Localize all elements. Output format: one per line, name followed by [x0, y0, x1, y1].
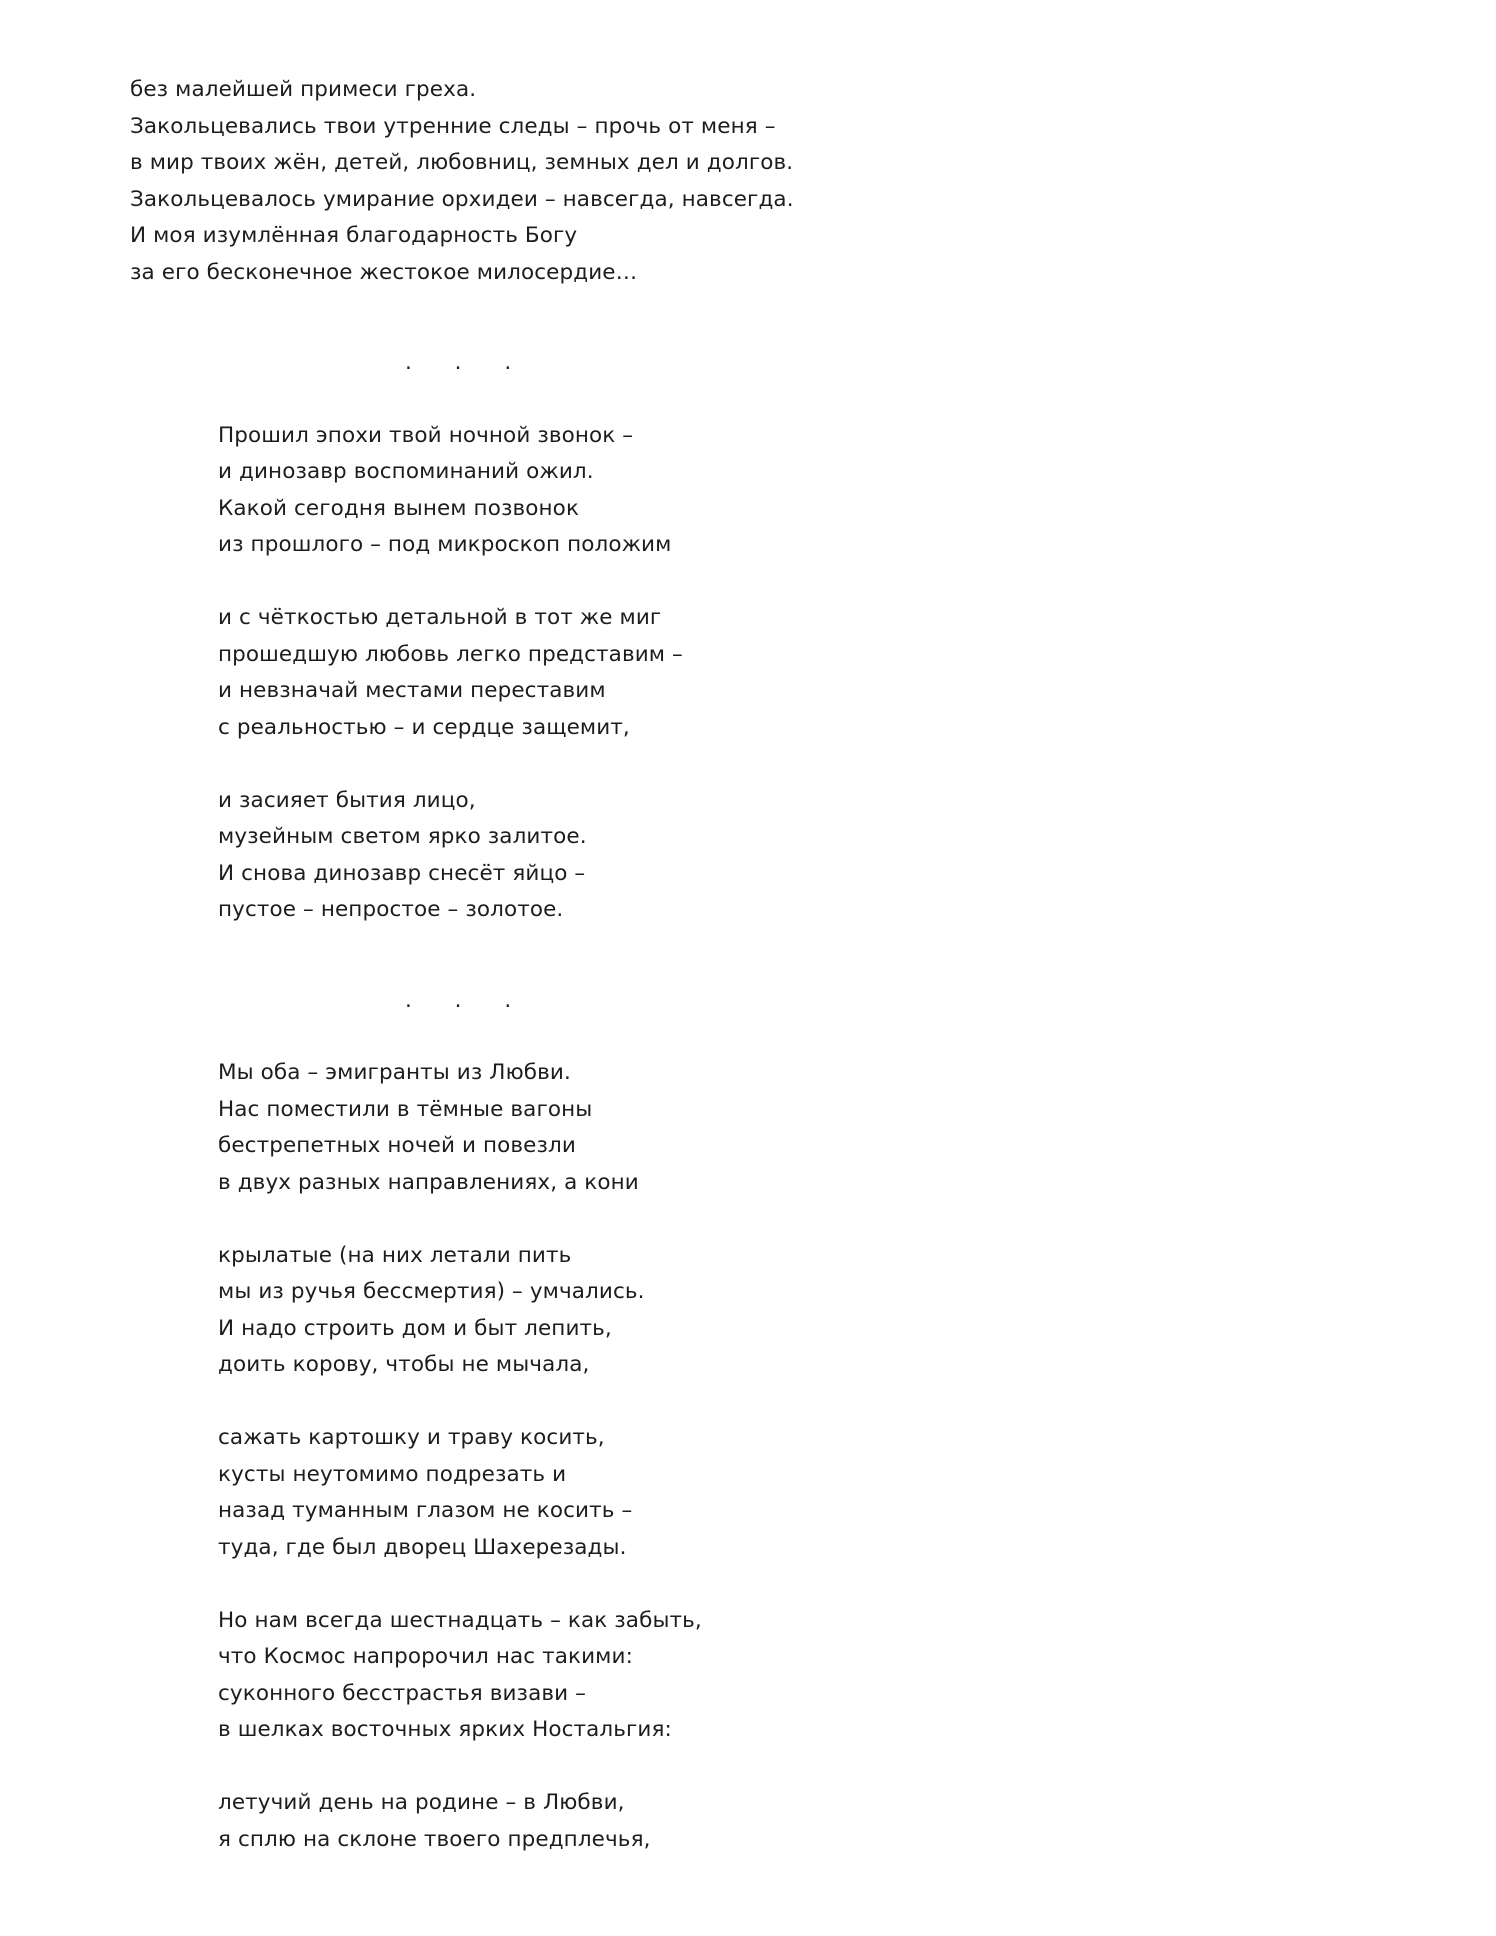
spacer: [218, 1566, 1366, 1603]
text-line: с реальностью – и сердце защемит,: [218, 714, 630, 740]
poem-1: [218, 418, 1366, 929]
spacer: [218, 1749, 1366, 1786]
text-line: и динозавр воспоминаний ожил.: [218, 459, 594, 484]
spacer: [130, 382, 1366, 418]
text-line: крылатые (на них летали пить: [218, 1242, 572, 1268]
spacer: [218, 1201, 1366, 1238]
spacer: [218, 1384, 1366, 1421]
text-line: прошедшую любовь легко представим –: [218, 641, 683, 667]
stanza: [218, 418, 1366, 564]
text-line: туда, где был дворец Шахерезады.: [218, 1534, 627, 1560]
text-line: и засияет бытия лицо,: [218, 787, 476, 813]
text-line: в двух разных направлениях, а кони: [218, 1169, 639, 1195]
section-separator-1: . . .: [405, 350, 530, 375]
text-line: Прошил эпохи твой ночной звонок –: [218, 422, 634, 448]
text-line: И снова динозавр снесёт яйцо –: [218, 860, 586, 886]
text-line: пустое – непростое – золотое.: [218, 897, 564, 922]
text-line: и с чёткостью детальной в тот же миг: [218, 605, 662, 630]
text-line: Мы оба – эмигранты из Любви.: [218, 1060, 571, 1085]
stanza: [218, 1055, 1366, 1201]
text-line: сажать картошку и траву косить,: [218, 1425, 605, 1450]
poem-2: [218, 1055, 1366, 1858]
stanza: [218, 783, 1366, 929]
opening-block: [130, 72, 1366, 291]
text-line: назад туманным глазом не косить –: [218, 1498, 633, 1523]
text-line: за его бесконечное жестокое милосердие…: [130, 259, 638, 285]
text-line: И надо строить дом и быт лепить,: [218, 1315, 612, 1341]
text-line: из прошлого – под микроскоп положим: [218, 532, 672, 557]
text-line: летучий день на родине – в Любви,: [218, 1790, 625, 1815]
text-line: И моя изумлённая благодарность Богу: [130, 223, 578, 248]
text-line: без малейшей примеси греха.: [130, 77, 477, 102]
spacer: [130, 1019, 1366, 1055]
stanza: [218, 1603, 1366, 1749]
stanza: [218, 1785, 1366, 1858]
text-line: мы из ручья бессмертия) – умчались.: [218, 1279, 645, 1304]
stanza: [218, 1420, 1366, 1566]
text-line: в шелках восточных ярких Ностальгия:: [218, 1717, 672, 1742]
section-separator-2: . . .: [405, 987, 530, 1013]
spacer: [130, 929, 1366, 983]
text-line: в мир твоих жён, детей, любовниц, земных дел и долгов.: [130, 150, 794, 175]
text-line: музейным светом ярко залитое.: [218, 824, 587, 849]
text-line: я сплю на склоне твоего предплечья,: [218, 1826, 651, 1852]
text-line: Закольцевались твои утренние следы – прочь от меня –: [130, 113, 776, 139]
spacer: [218, 746, 1366, 783]
text-line: Какой сегодня вынем позвонок: [218, 495, 580, 521]
text-line: Но нам всегда шестнадцать – как забыть,: [218, 1607, 702, 1633]
text-line: Нас поместили в тёмные вагоны: [218, 1096, 593, 1122]
text-line: Закольцевалось умирание орхидеи – навсегда, навсегда.: [130, 186, 794, 212]
text-line: кусты неутомимо подрезать и: [218, 1461, 567, 1487]
text-line: бестрепетных ночей и повезли: [218, 1133, 576, 1158]
text-line: что Космос напророчил нас такими:: [218, 1644, 633, 1669]
text-line: и невзначай местами переставим: [218, 678, 606, 703]
stanza: [218, 1238, 1366, 1384]
text-line: суконного бесстрастья визави –: [218, 1680, 586, 1706]
spacer: [218, 564, 1366, 601]
spacer: [130, 291, 1366, 345]
stanza: [218, 600, 1366, 746]
text-line: доить корову, чтобы не мычала,: [218, 1352, 590, 1377]
